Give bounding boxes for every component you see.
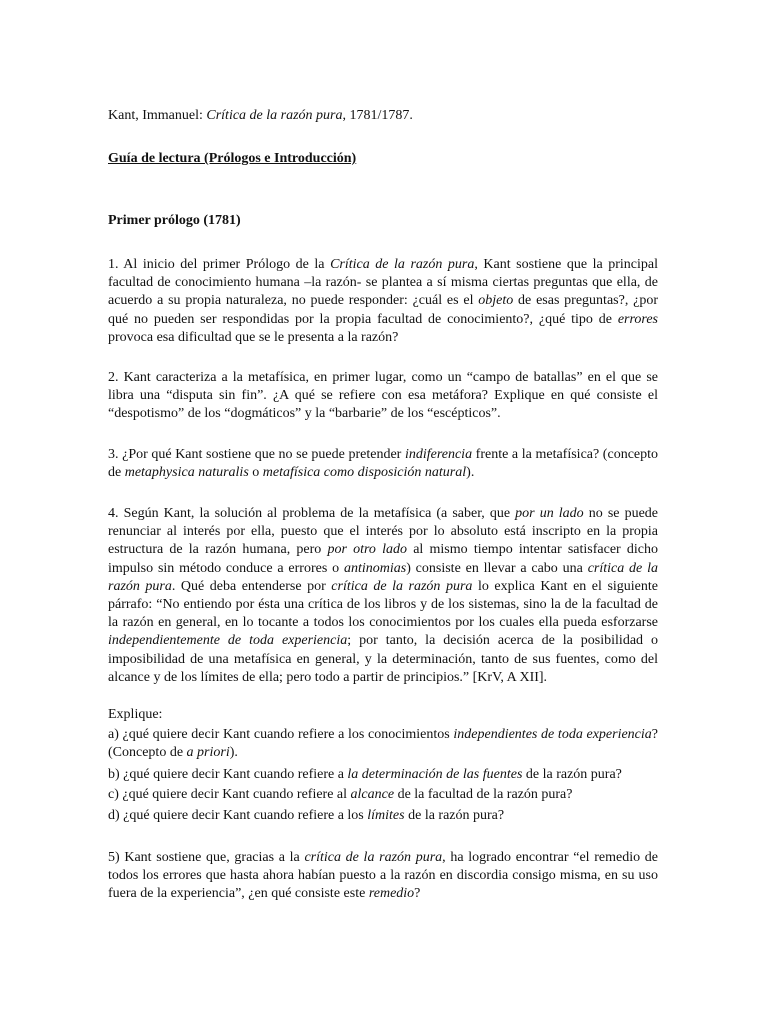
q1-text: provoca esa dificultad que se le presenta a la razón? bbox=[108, 329, 399, 345]
q3-text: ). bbox=[466, 465, 475, 481]
q5-text: 5) Kant sostiene que, gracias a la bbox=[108, 850, 305, 865]
sub-a-italic: a priori bbox=[186, 745, 230, 761]
sub-c-text: de la facultad de la razón pura? bbox=[394, 787, 573, 802]
subquestion-a bbox=[108, 726, 658, 762]
subquestion-c bbox=[108, 786, 658, 804]
q4-text: al mismo tiempo intentar satisfacer dicho impulso sin método conduce a errores o bbox=[108, 542, 659, 576]
q5-text: ? bbox=[414, 886, 421, 902]
q4-text: no se puede renunciar al interés por ella, puesto que el interés por lo absoluto está inscripto en la propia estructura de la razón humana, pero bbox=[108, 506, 658, 558]
q4-text: 4. Según Kant, la solución al problema de la metafísica (a saber, que bbox=[108, 506, 516, 521]
q3-italic-metaphysica: metaphysica naturalis bbox=[124, 465, 249, 481]
q5-italic-remedio: remedio bbox=[368, 886, 415, 902]
q4-italic: por otro lado bbox=[327, 542, 408, 558]
q5-italic: crítica de la razón pura bbox=[304, 850, 443, 865]
q1-italic-title: Crítica de la razón pura bbox=[330, 257, 475, 272]
q4-italic: antinomias bbox=[343, 560, 407, 576]
q1-text: 1. Al inicio del primer Prólogo de la bbox=[108, 257, 331, 272]
sub-d-text: d) ¿qué quiere decir Kant cuando refiere a los bbox=[108, 808, 368, 823]
sub-b-text: b) ¿qué quiere decir Kant cuando refiere a bbox=[108, 767, 348, 782]
sub-b-text: de la razón pura? bbox=[522, 767, 622, 782]
sub-a-text: a) ¿qué quiere decir Kant cuando refiere a los conocimientos bbox=[108, 727, 454, 742]
q3-text: o bbox=[248, 465, 263, 481]
citation-author: Kant, Immanuel: bbox=[108, 108, 207, 123]
q3-italic-indiferencia: indiferencia bbox=[404, 447, 473, 462]
question-2: 2. Kant caracteriza a la metafísica, en primer lugar, como un “campo de batallas” en el que se libra una “disputa sin fin”. ¿A qué se refiere con esa metáfora? Explique en qué consiste el “despotismo” de los “dogmáticos” y la “barbarie” de los “escépticos”. bbox=[108, 370, 658, 422]
q4-text: ; por tanto, la decisión acerca de la posibilidad o imposibilidad de una metafísica en general, y la determinación, tanto de sus fuentes, como del alcance y de los límites de ella; pero todo a partir de principios.” [KrV, A XII]. bbox=[108, 633, 658, 685]
q1-italic-errores: errores bbox=[617, 311, 658, 327]
q1-text: de esas preguntas?, ¿por qué no pueden ser respondidas por la propia facultad de conocimiento?, ¿qué tipo de bbox=[108, 293, 658, 327]
question-3 bbox=[108, 446, 658, 482]
q4-italic: independientemente de toda experiencia bbox=[108, 633, 348, 649]
citation-title: Crítica de la razón pura bbox=[206, 108, 343, 123]
sub-a-text: ? (Concepto de bbox=[108, 727, 659, 761]
q4-text: ) consiste en llevar a cabo una bbox=[406, 560, 588, 576]
citation-years: , 1781/1787. bbox=[342, 108, 413, 123]
sub-d-italic: límites bbox=[367, 808, 405, 823]
question-1 bbox=[108, 256, 658, 347]
q1-italic-objeto: objeto bbox=[478, 293, 514, 309]
sub-d-text: de la razón pura? bbox=[404, 808, 505, 823]
question-5 bbox=[108, 849, 658, 904]
question-4 bbox=[108, 505, 658, 687]
q3-text: 3. ¿Por qué Kant sostiene que no se puede pretender bbox=[108, 447, 405, 462]
q4-text: lo explica Kant en el siguiente párrafo: “No entiendo por ésta una crítica de los libros y de los sistemas, sino la de la facultad de la razón en general, en lo tocante a todos los conocimientos por los cuales ella pueda esforzarse bbox=[108, 578, 658, 631]
q1-text: , Kant sostiene que la principal facultad de conocimiento humana –la razón- se plantea a sí misma ciertas preguntas que ella, de acuerdo a su propia naturaleza, no puede responder: ¿cuál es el bbox=[108, 257, 658, 309]
q5-text: , ha logrado encontrar “el remedio de todos los errores que hasta ahora habían puesto a la razón en discordia consigo misma, en su uso fuera de la experiencia”, ¿en qué consiste este bbox=[108, 850, 658, 902]
q3-italic-disposicion: metafísica como disposición natural bbox=[262, 465, 467, 481]
guide-title: Guía de lectura (Prólogos e Introducción) bbox=[108, 151, 357, 166]
q4-text: . Qué deba entenderse por bbox=[171, 578, 332, 594]
sub-c-italic: alcance bbox=[350, 787, 395, 802]
sub-c-text: c) ¿qué quiere decir Kant cuando refiere al bbox=[108, 787, 351, 802]
sub-a-text: ). bbox=[229, 745, 238, 761]
subquestion-b bbox=[108, 766, 658, 784]
subquestion-d bbox=[108, 807, 658, 825]
citation-line bbox=[108, 107, 658, 125]
sub-a-italic: independientes de toda experiencia bbox=[453, 727, 652, 742]
sub-b-italic: la determinación de las fuentes bbox=[347, 767, 523, 782]
q3-text: frente a la metafísica? (concepto de bbox=[108, 447, 659, 481]
section-heading: Primer prólogo (1781) bbox=[108, 213, 241, 228]
q4-italic: por un lado bbox=[515, 506, 584, 521]
q4-italic: crítica de la razón pura bbox=[108, 560, 658, 594]
explique-label: Explique: bbox=[108, 707, 163, 722]
q4-italic: crítica de la razón pura bbox=[331, 578, 473, 594]
